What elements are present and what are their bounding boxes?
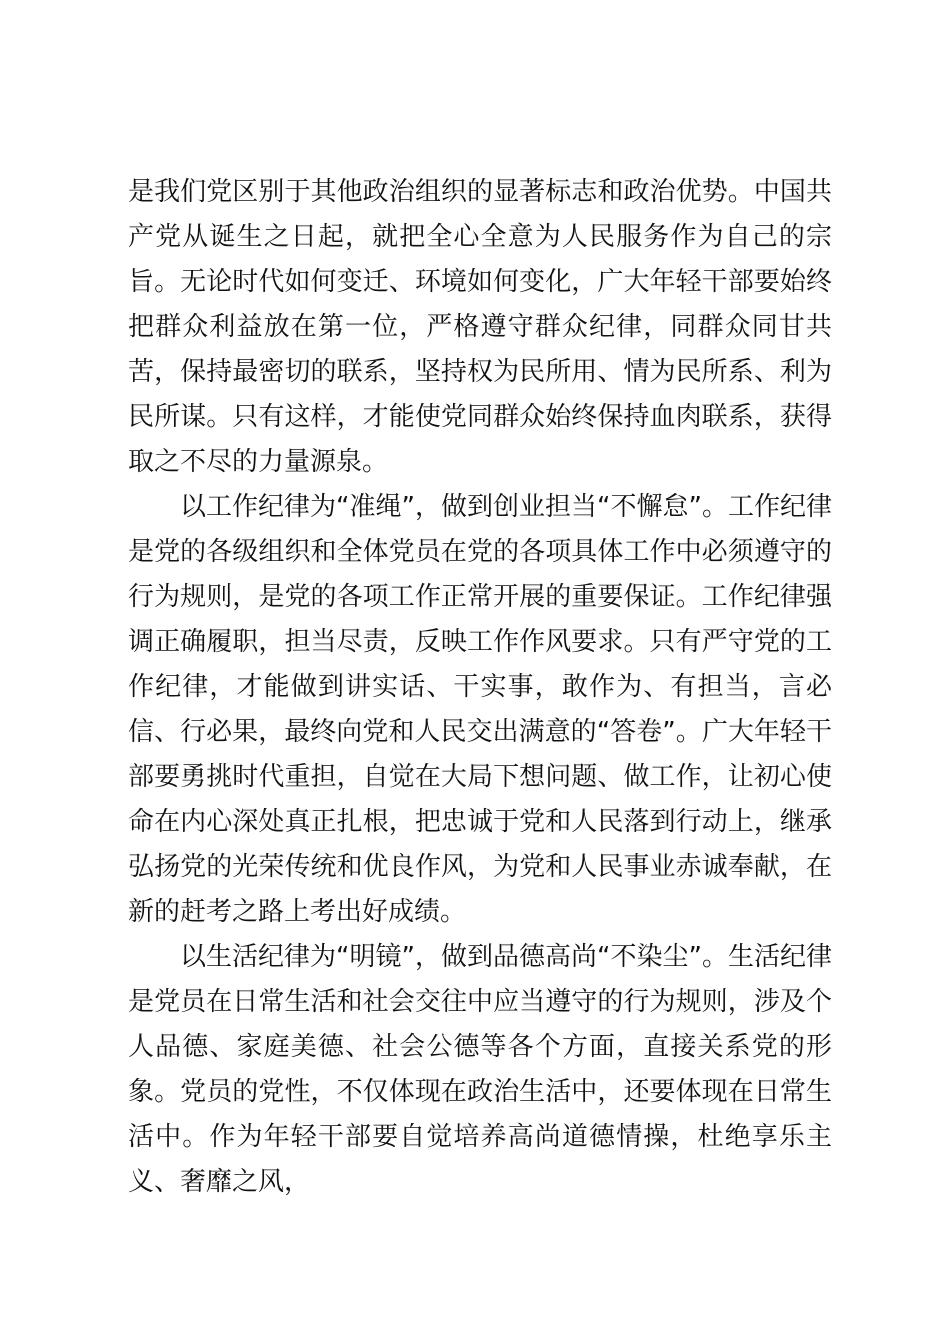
paragraph-3: 以生活纪律为“明镜”，做到品德高尚“不染尘”。生活纪律是党员在日常生活和社会交往中应当遵守的行为规则，涉及个人品德、家庭美德、社会公德等各个方面，直接关系党的形象。党员的党性，不仅体现在政治生活中，还要体现在日常生活中。作为年轻干部要自觉培养高尚道德情操，杜绝享乐主义、奢靡之风，	[128, 942, 832, 1197]
paragraph-2: 以工作纪律为“准绳”，做到创业担当“不懈怠”。工作纪律是党的各级组织和全体党员在党的各项具体工作中必须遵守的行为规则，是党的各项工作正常开展的重要保证。工作纪律强调正确履职，担当尽责，反映工作作风要求。只有严守党的工作纪律，才能做到讲实话、干实事，敢作为、有担当，言必信、行必果，最终向党和人民交出满意的“答卷”。广大年轻干部要勇挑时代重担，自觉在大局下想问题、做工作，让初心使命在内心深处真正扎根，把忠诚于党和人民落到行动上，继承弘扬党的光荣传统和优良作风，为党和人民事业赤诚奉献，在新的赶考之路上考出好成绩。	[128, 492, 832, 927]
paragraph-1: 是我们党区别于其他政治组织的显著标志和政治优势。中国共产党从诞生之日起，就把全心全意为人民服务作为自己的宗旨。无论时代如何变迁、环境如何变化，广大年轻干部要始终把群众利益放在第一位，严格遵守群众纪律，同群众同甘共苦，保持最密切的联系，坚持权为民所用、情为民所系、利为民所谋。只有这样，才能使党同群众始终保持血肉联系，获得取之不尽的力量源泉。	[128, 177, 832, 477]
document-body	[128, 170, 832, 1205]
